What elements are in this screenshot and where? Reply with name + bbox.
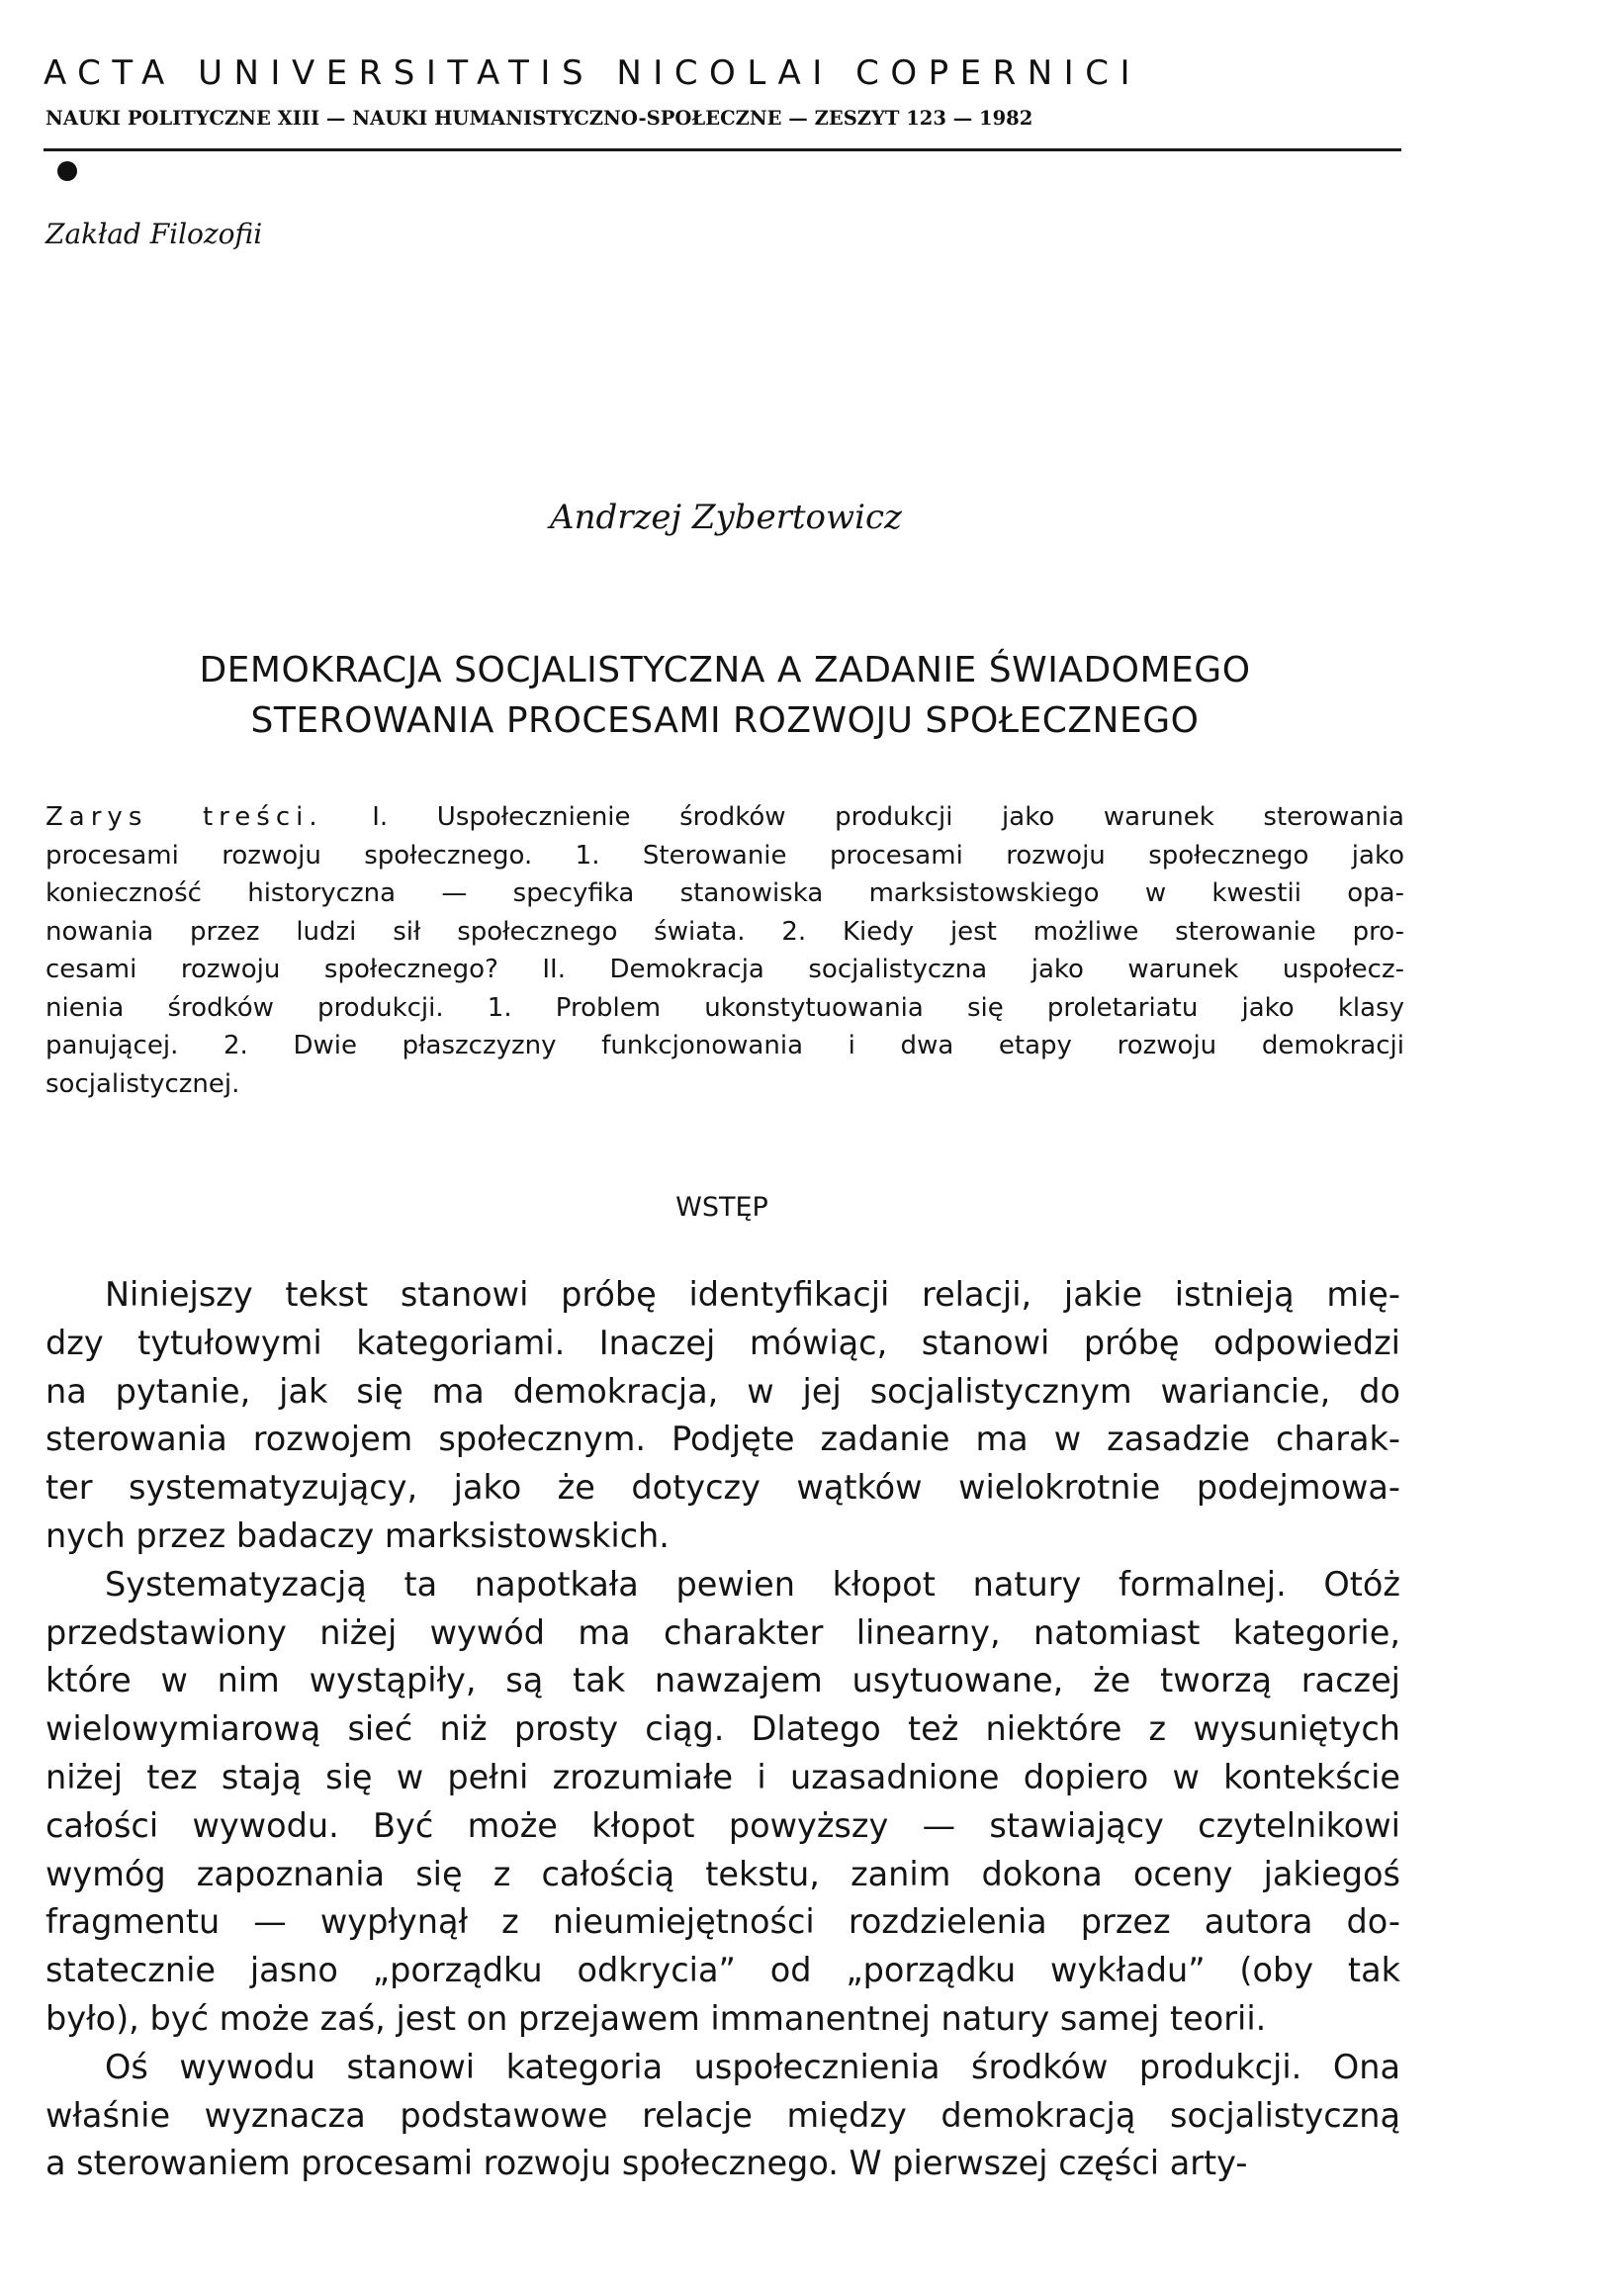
article-title-line: STEROWANIA PROCESAMI ROZWOJU SPOŁECZNEGO <box>250 700 1200 741</box>
journal-series-title: ACTA UNIVERSITATIS NICOLAI COPERNICI <box>44 53 1141 93</box>
body-line: Niniejszy tekst stanowi próbę identyfikacji relacji, jakie istnieją mię- <box>105 1275 1400 1314</box>
body-line: niżej tez stają się w pełni zrozumiałe i uzasadnione dopiero w kontekście <box>45 1757 1400 1796</box>
body-text <box>45 1271 1400 2188</box>
body-line: statecznie jasno „porządku odkrycia” od „porządku wykładu” (oby tak <box>45 1951 1400 1990</box>
body-line: wielowymiarową sieć niż prosty ciąg. Dlatego też niektóre z wysuniętych <box>45 1709 1400 1749</box>
summary-line: nowania przez ludzi sił społecznego świata. 2. Kiedy jest możliwe sterowanie pro- <box>45 916 1404 947</box>
department-name: Zakład Filozofii <box>45 218 263 250</box>
body-line: było), być może zaś, jest on przejawem immanentnej natury samej teorii. <box>45 1998 1267 2038</box>
journal-issue-line: NAUKI POLITYCZNE XIII — NAUKI HUMANISTYCZNO-SPOŁECZNE — ZESZYT 123 — 1982 <box>45 107 1033 130</box>
body-line: Oś wywodu stanowi kategoria uspołecznienia środków produkcji. Ona <box>105 2047 1400 2086</box>
body-line: nych przez badaczy marksistowskich. <box>45 1515 670 1555</box>
article-title-line: DEMOKRACJA SOCJALISTYCZNA A ZADANIE ŚWIADOMEGO <box>199 650 1251 690</box>
body-line: na pytanie, jak się ma demokracja, w jej socjalistycznym wariancie, do <box>45 1371 1400 1411</box>
summary-line: panującej. 2. Dwie płaszczyzny funkcjonowania i dwa etapy rozwoju demokracji <box>45 1031 1404 1060</box>
summary-text: I. Uspołecznienie środków produkcji jako warunek sterowania <box>372 802 1404 832</box>
body-line: dzy tytułowymi kategoriami. Inaczej mówiąc, stanowi próbę odpowiedzi <box>45 1323 1400 1362</box>
summary-line: nienia środków produkcji. 1. Problem ukonstytuowania się proletariatu jako klasy <box>45 992 1404 1023</box>
article-summary <box>45 798 1404 1103</box>
author-name: Andrzej Zybertowicz <box>550 498 902 537</box>
summary-line: cesami rozwoju społecznego? II. Demokracja socjalistyczna jako warunek uspołecz- <box>45 955 1404 984</box>
header-rule <box>44 148 1401 151</box>
body-line: Systematyzacją ta napotkała pewien kłopot natury formalnej. Otóż <box>105 1564 1400 1604</box>
body-line: całości wywodu. Być może kłopot powyższy — stawiający czytelnikowi <box>45 1805 1400 1845</box>
summary-line: procesami rozwoju społecznego. 1. Sterowanie procesami rozwoju społecznego jako <box>45 840 1404 871</box>
summary-line <box>45 798 1404 837</box>
body-line: a sterowaniem procesami rozwoju społecznego. W pierwszej części arty- <box>45 2144 1248 2183</box>
body-line: które w nim wystąpiły, są tak nawzajem usytuowane, że tworzą raczej <box>45 1661 1400 1700</box>
summary-line: konieczność historyczna — specyfika stanowiska marksistowskiego w kwestii opa- <box>45 878 1404 908</box>
article-title <box>40 645 1410 746</box>
body-line: wymóg zapoznania się z całością tekstu, zanim dokona oceny jakiegoś <box>45 1854 1400 1893</box>
bullet-dot-icon <box>57 161 77 181</box>
body-line: przedstawiony niżej wywód ma charakter linearny, natomiast kategorie, <box>45 1612 1400 1652</box>
section-heading: WSTĘP <box>675 1192 768 1223</box>
body-line: fragmentu — wypłynął z nieumiejętności rozdzielenia przez autora do- <box>45 1902 1400 1942</box>
body-line: sterowania rozwojem społecznym. Podjęte zadanie ma w zasadzie charak- <box>45 1420 1400 1459</box>
summary-line: socjalistycznej. <box>45 1068 240 1099</box>
summary-lead: Zarys treści. <box>45 802 323 832</box>
body-line: właśnie wyznacza podstawowe relacje między demokracją socjalistyczną <box>45 2095 1400 2135</box>
body-line: ter systematyzujący, jako że dotyczy wątków wielokrotnie podejmowa- <box>45 1468 1400 1508</box>
